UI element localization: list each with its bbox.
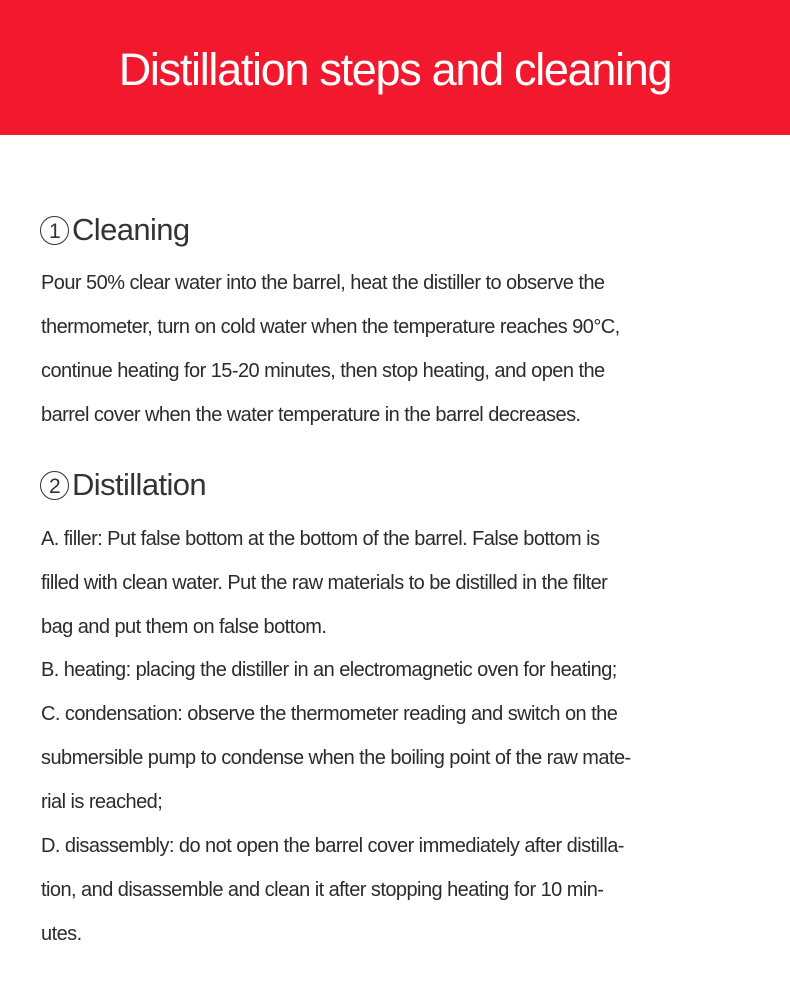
paragraph-line: continue heating for 15-20 minutes, then stop heating, and open the [41,360,605,382]
header-banner [0,0,790,135]
section-title: Distillation [72,467,207,502]
paragraph-line: rial is reached; [41,791,163,813]
paragraph-line: B. heating: placing the distiller in an electromagnetic oven for heating; [41,659,617,681]
paragraph-line: barrel cover when the water temperature in the barrel decreases. [41,404,581,426]
circled-number-1-icon: 1 [40,216,69,245]
paragraph-line: submersible pump to condense when the boiling point of the raw mate- [41,747,631,769]
circled-number-2-icon: 2 [40,471,69,500]
paragraph-line: D. disassembly: do not open the barrel cover immediately after distilla- [41,835,624,857]
section-heading-cleaning [40,210,190,250]
paragraph-line: Pour 50% clear water into the barrel, heat the distiller to observe the [41,272,605,294]
paragraph-line: bag and put them on false bottom. [41,616,327,638]
paragraph-line: utes. [41,923,82,945]
paragraph-line: filled with clean water. Put the raw materials to be distilled in the filter [41,572,608,594]
section-heading-distillation [40,465,206,505]
page-title: Distillation steps and cleaning [118,44,672,95]
paragraph-line: tion, and disassemble and clean it after stopping heating for 10 min- [41,879,604,901]
paragraph-line: A. filler: Put false bottom at the bottom of the barrel. False bottom is [41,528,600,550]
paragraph-line: thermometer, turn on cold water when the temperature reaches 90°C, [41,316,620,338]
paragraph-line: C. condensation: observe the thermometer reading and switch on the [41,703,618,725]
section-title: Cleaning [72,212,190,247]
